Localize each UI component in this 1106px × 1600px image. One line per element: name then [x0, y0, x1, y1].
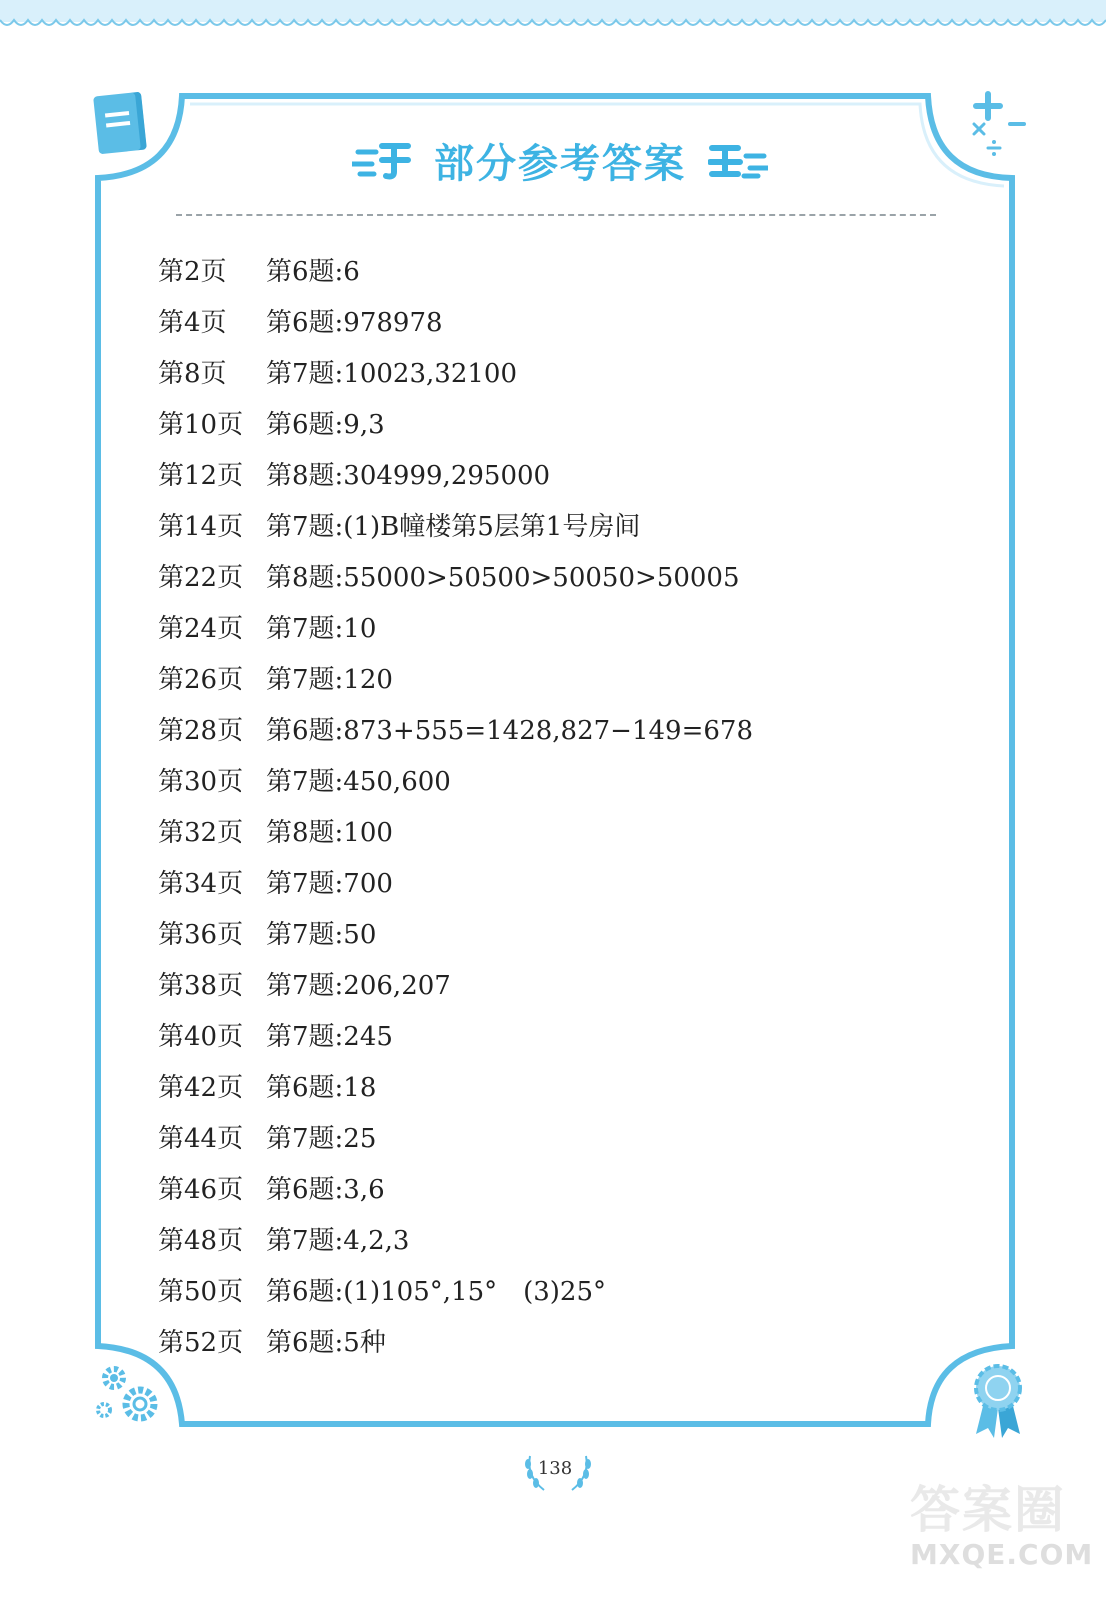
- answer-text: 第6题:873+555=1428,827−149=678: [266, 716, 754, 746]
- answer-row: [158, 907, 918, 958]
- answer-text: 第8题:304999,295000: [266, 461, 551, 491]
- answer-page: 第48页: [158, 1226, 244, 1256]
- answer-row: [158, 295, 918, 346]
- page-header: [330, 130, 790, 190]
- book-icon: [93, 92, 147, 155]
- title-deco-left-icon: [352, 140, 412, 180]
- answer-text: 第7题:(1)B幢楼第5层第1号房间: [266, 512, 641, 542]
- answer-row: [158, 1264, 918, 1315]
- answer-page: 第52页: [158, 1328, 244, 1358]
- answer-row: [158, 805, 918, 856]
- answer-page: 第32页: [158, 818, 244, 848]
- answer-page: 第30页: [158, 767, 244, 797]
- answer-row: [158, 1009, 918, 1060]
- math-symbols-icon: [970, 88, 1030, 168]
- answer-row: [158, 652, 918, 703]
- answer-page: 第50页: [158, 1277, 244, 1307]
- answer-text: 第8题:100: [266, 818, 393, 848]
- answer-page: 第42页: [158, 1073, 244, 1103]
- answer-row: [158, 448, 918, 499]
- answer-text: 第6题:978978: [266, 308, 443, 338]
- answer-row: [158, 550, 918, 601]
- answer-page: 第38页: [158, 971, 244, 1001]
- answer-text: 第6题:5种: [266, 1328, 386, 1358]
- answer-row: [158, 499, 918, 550]
- answer-page: 第34页: [158, 869, 244, 899]
- answer-page: 第4页: [158, 308, 227, 338]
- answer-page: 第2页: [158, 257, 227, 287]
- answer-page: 第44页: [158, 1124, 244, 1154]
- answer-page: 第46页: [158, 1175, 244, 1205]
- answer-page: 第36页: [158, 920, 244, 950]
- answer-text: 第7题:50: [266, 920, 377, 950]
- medal-icon: [970, 1362, 1026, 1438]
- answer-text: 第7题:4,2,3: [266, 1226, 410, 1256]
- answer-row: [158, 346, 918, 397]
- answer-page: 第14页: [158, 512, 244, 542]
- divider: [176, 214, 936, 216]
- watermark-logo: 答案圈: [910, 1481, 1066, 1539]
- answer-text: 第7题:10: [266, 614, 377, 644]
- answer-page: 第12页: [158, 461, 244, 491]
- answer-row: [158, 754, 918, 805]
- answer-text: 第8题:55000>50500>50050>50005: [266, 563, 740, 593]
- title-deco-right-icon: [708, 140, 768, 180]
- answer-page: 第24页: [158, 614, 244, 644]
- watermark: [910, 1480, 1094, 1580]
- laurel-right-icon: [566, 1452, 596, 1492]
- answer-text: 第6题:9,3: [266, 410, 385, 440]
- gears-icon: [94, 1360, 164, 1430]
- answer-row: [158, 1315, 918, 1366]
- page-title: 部分参考答案: [434, 140, 686, 187]
- answer-text: 第7题:10023,32100: [266, 359, 517, 389]
- answer-page: 第28页: [158, 716, 244, 746]
- answer-row: [158, 1060, 918, 1111]
- answer-text: 第6题:3,6: [266, 1175, 385, 1205]
- answer-text: 第7题:450,600: [266, 767, 451, 797]
- answer-row: [158, 1111, 918, 1162]
- answer-page: 第40页: [158, 1022, 244, 1052]
- answer-text: 第6题:18: [266, 1073, 377, 1103]
- answer-row: [158, 601, 918, 652]
- answer-row: [158, 1162, 918, 1213]
- answer-row: [158, 1213, 918, 1264]
- page-number: 138: [537, 1458, 573, 1479]
- answer-page: 第22页: [158, 563, 244, 593]
- answer-text: 第7题:700: [266, 869, 393, 899]
- answer-page: 第26页: [158, 665, 244, 695]
- answer-row: [158, 856, 918, 907]
- answer-row: [158, 397, 918, 448]
- answer-row: [158, 958, 918, 1009]
- answer-page: 第10页: [158, 410, 244, 440]
- answer-text: 第6题:(1)105°,15° (3)25°: [266, 1277, 607, 1307]
- answer-list: [158, 244, 918, 1366]
- answer-text: 第7题:245: [266, 1022, 393, 1052]
- watermark-site: MXQE.COM: [910, 1538, 1094, 1571]
- answer-text: 第7题:120: [266, 665, 393, 695]
- answer-text: 第6题:6: [266, 257, 360, 287]
- answer-page: 第8页: [158, 359, 227, 389]
- answer-row: [158, 244, 918, 295]
- answer-text: 第7题:25: [266, 1124, 377, 1154]
- answer-row: [158, 703, 918, 754]
- answer-text: 第7题:206,207: [266, 971, 451, 1001]
